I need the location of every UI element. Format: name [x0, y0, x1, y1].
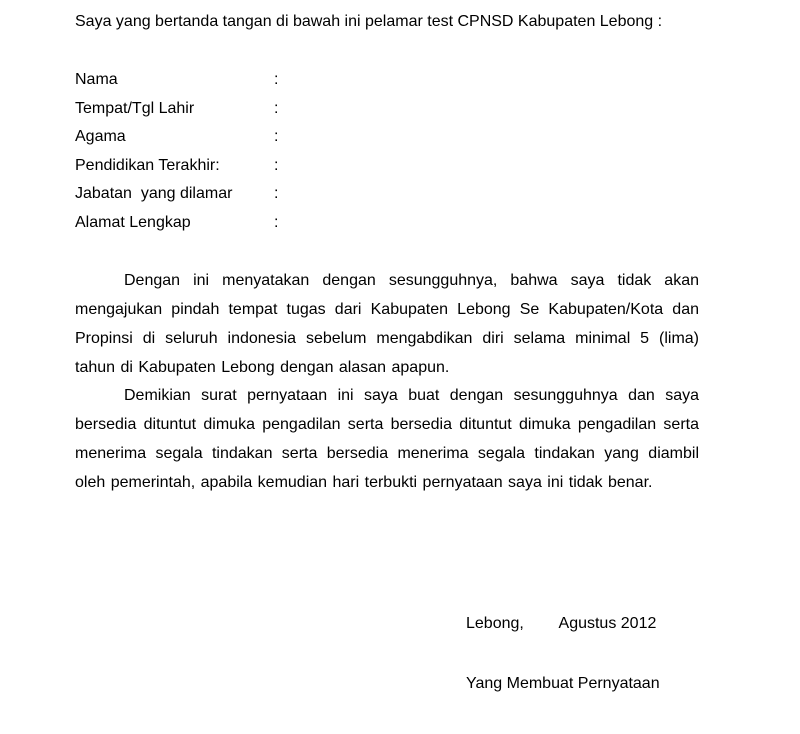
place-date: Lebong, Agustus 2012 [466, 615, 657, 632]
applicant-fields [75, 70, 375, 242]
statement-paragraph: Dengan ini menyatakan dengan sesungguhnya, bahwa saya tidak akan mengajukan pindah tempat tugas dari Kabupaten Lebong Se Kabupaten/Kota dan Propinsi di seluruh indonesia sebelum mengabdikan diri selama minimal 5 (lima) tahun di Kabupaten Lebong dengan alasan apapun. [75, 272, 699, 376]
signature-block [466, 574, 660, 734]
field-colon: : [274, 156, 279, 174]
field-row-nama [75, 70, 375, 99]
field-row-tempat-tgl-lahir [75, 99, 375, 128]
field-label: Nama [75, 71, 118, 88]
closing-paragraph: Demikian surat pernyataan ini saya buat dengan sesungguhnya dan saya bersedia dituntut dimuka pengadilan serta bersedia dituntut dimuka pengadilan serta menerima segala tindakan serta bersedia menerima segala tindakan yang diambil oleh pemerintah, apabila kemudian hari terbukti pernyataan saya ini tidak benar. [75, 387, 699, 491]
field-row-alamat [75, 213, 375, 242]
field-label: Jabatan yang dilamar [75, 185, 233, 203]
field-colon: : [274, 128, 279, 146]
field-row-pendidikan [75, 156, 375, 185]
field-label: Tempat/Tgl Lahir [75, 99, 195, 117]
field-label: Pendidikan Terakhir: [75, 156, 220, 174]
signer-label: Yang Membuat Pernyataan [466, 675, 660, 692]
field-label: Alamat Lengkap [75, 213, 191, 231]
field-row-jabatan [75, 184, 375, 213]
intro-text: Saya yang bertanda tangan di bawah ini pelamar test CPNSD Kabupaten Lebong : [75, 13, 663, 30]
field-row-agama [75, 127, 375, 156]
field-colon: : [274, 185, 279, 203]
field-colon: : [274, 213, 279, 231]
field-colon: : [274, 99, 279, 117]
field-label: Agama [75, 128, 126, 146]
field-colon: : [274, 71, 279, 88]
